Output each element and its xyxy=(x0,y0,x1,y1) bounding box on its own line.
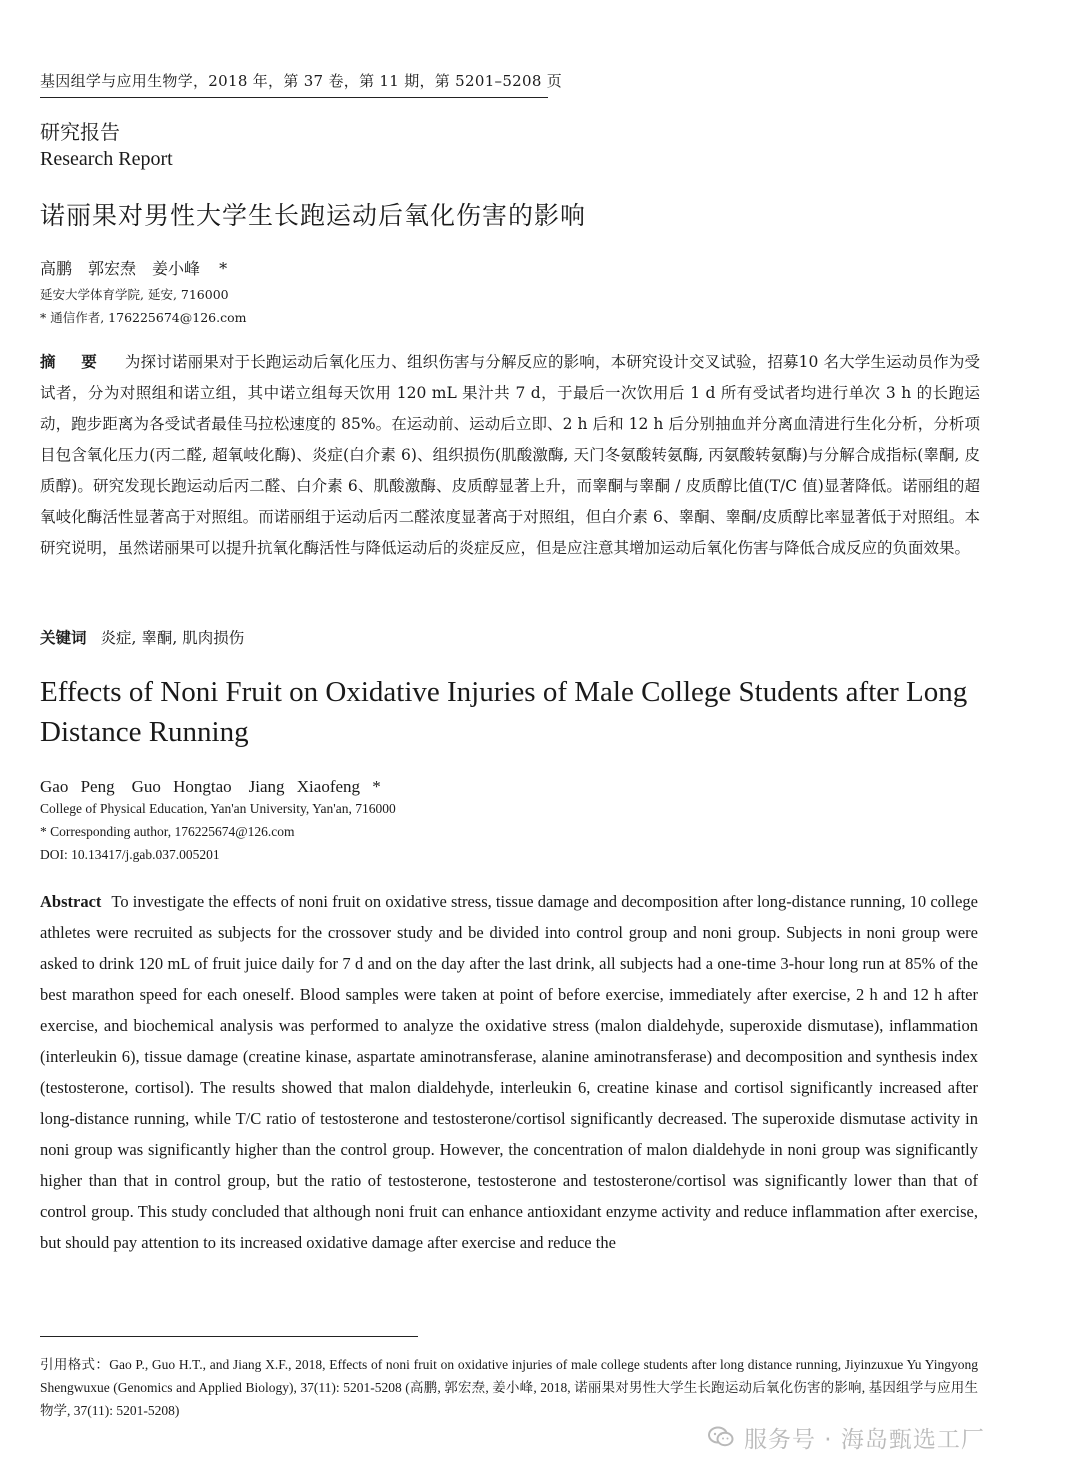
title-en: Effects of Noni Fruit on Oxidative Injuries of Male College Students after Long Distance Running xyxy=(40,676,968,748)
abstract-cn xyxy=(40,346,980,564)
abstract-text-cn: 为探讨诺丽果对于长跑运动后氧化压力、组织伤害与分解反应的影响，本研究设计交叉试验，招募10 名大学生运动员作为受试者，分为对照组和诺立组，其中诺立组每天饮用 120 mL 果汁共 7 d，于最后一次饮用后 1 d 所有受试者均进行单次 3 h 的长跑运动，跑步距离为各受试者最佳马拉松速度的 85%。在运动前、运动后立即、2 h 后和 12 h 后分别抽血并分离血清进行生化分析，分析项目包含氧化压力(丙二醛, 超氧岐化酶)、炎症(白介素 6)、组织损伤(肌酸激酶, 天门冬氨酸转氨酶, 丙氨酸转氨酶)与分解合成指标(睾酮, 皮质醇)。研究发现长跑运动后丙二醛、白介素 6、肌酸激酶、皮质醇显著上升，而睾酮与睾酮 / 皮质醇比值(T/C 值)显著降低。诺丽组的超氧岐化酶活性显著高于对照组。而诺丽组于运动后丙二醛浓度显著高于对照组，但白介素 6、睾酮、睾酮/皮质醇比率显著低于对照组。本研究说明，虽然诺丽果可以提升抗氧化酶活性与降低运动后的炎症反应，但是应注意其增加运动后氧化伤害与降低合成反应的负面效果。 xyxy=(40,353,980,557)
footnote-divider xyxy=(40,1336,418,1337)
abstract-text-en: To investigate the effects of noni fruit on oxidative stress, tissue damage and decomposition after long-distance running, 10 college athletes were recruited as subjects for the crossover study and be divided into control group and noni group. Subjects in noni group were asked to drink 120 mL of fruit juice daily for 7 d and on the day after the last drink, all subjects had a one-time 3-hour long run at 85% of the best marathon speed for each oneself. Blood samples were taken at point of before exercise, immediately after exercise, 2 h and 12 h after exercise, and biochemical analysis was performed to analyze the oxidative stress (malon dialdehyde, superoxide dismutase), inflammation (interleukin 6), tissue damage (creatine kinase, aspartate aminotransferase, alanine aminotransferase) and decomposition and synthesis index (testosterone, cortisol). The results showed that malon dialdehyde, interleukin 6, creatine kinase and cortisol significantly increased after long-distance running, while T/C ratio of testosterone and testosterone/cortisol significantly decreased. The superoxide dismutase activity in noni group was significantly higher than the control group. However, the concentration of malon dialdehyde in noni group was significantly higher than that in control group, but the ratio of testosterone, testosterone and testosterone/cortisol was significantly lower than that of control group. This study concluded that although noni fruit can enhance antioxidant enzyme activity and reduce inflammation after exercise, but should pay attention to its increased oxidative damage after exercise and reduce the xyxy=(40,892,978,1252)
title-cn: 诺丽果对男性大学生长跑运动后氧化伤害的影响 xyxy=(40,201,587,230)
journal-header: 基因组学与应用生物学，2018 年，第 37 卷，第 11 期，第 5201–5208 页 xyxy=(40,70,548,98)
affiliation-cn: 延安大学体育学院, 延安, 716000 xyxy=(40,287,229,302)
abstract-label-en: Abstract xyxy=(40,892,102,911)
wechat-icon xyxy=(708,1426,734,1448)
affiliation-en: College of Physical Education, Yan'an University, Yan'an, 716000 xyxy=(40,801,396,816)
watermark xyxy=(708,1420,985,1454)
section-label-en: Research Report xyxy=(40,148,173,170)
abstract-en xyxy=(40,886,978,1258)
abstract-label-cn: 摘 要 xyxy=(40,352,107,371)
authors-cn: 高鹏 郭宏焘 姜小峰 * xyxy=(40,259,228,278)
keywords-cn xyxy=(40,626,244,648)
doi: DOI: 10.13417/j.gab.037.005201 xyxy=(40,847,220,862)
citation-footnote: 引用格式：Gao P., Guo H.T., and Jiang X.F., 2018, Effects of noni fruit on oxidative injuries of male college students after long distance running, Jiyinzuxue Yu Yingyong Shengwuxue (Genomics and Applied Biology), 37(11): 5201-5208 (高鹏, 郭宏焘, 姜小峰, 2018, 诺丽果对男性大学生长跑运动后氧化伤害的影响, 基因组学与应用生物学, 37(11): 5201-5208) xyxy=(40,1357,978,1418)
keywords-text-cn: 炎症, 睾酮, 肌肉损伤 xyxy=(100,629,245,647)
section-label-cn: 研究报告 xyxy=(40,120,120,144)
authors-en: Gao Peng Guo Hongtao Jiang Xiaofeng * xyxy=(40,777,381,796)
corresponding-author-cn: * 通信作者, 176225674@126.com xyxy=(40,310,247,325)
keywords-label-cn: 关键词 xyxy=(40,628,87,647)
corresponding-author-en: * Corresponding author, 176225674@126.com xyxy=(40,824,295,839)
watermark-text: 服务号 · 海岛甄选工厂 xyxy=(744,1426,985,1453)
